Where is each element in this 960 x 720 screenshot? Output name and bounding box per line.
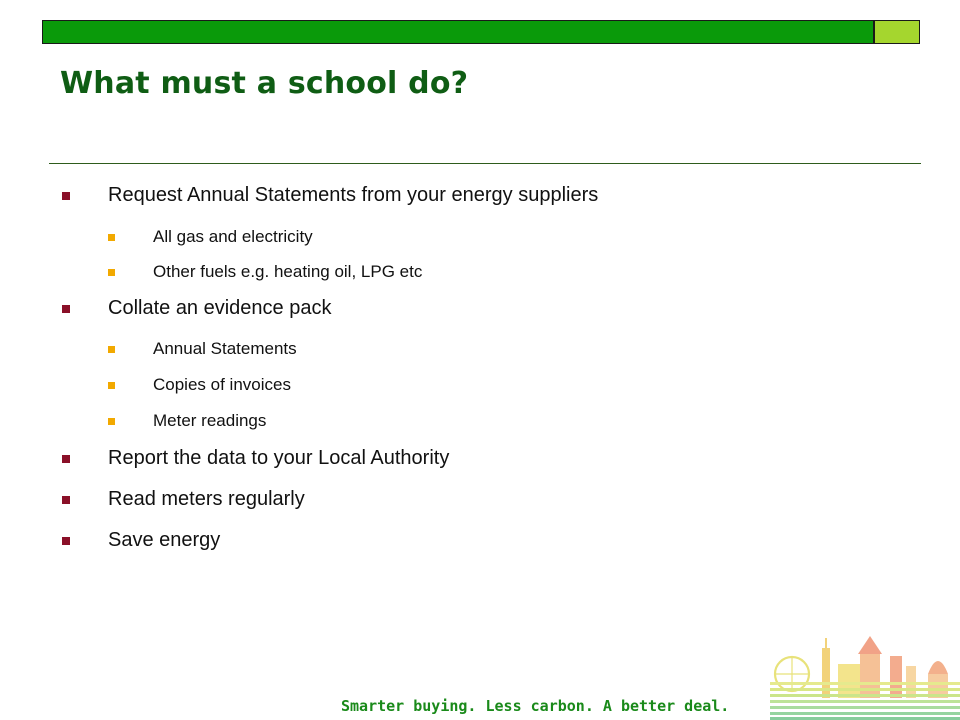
- bullet-save-energy: [62, 529, 220, 552]
- footer-tagline: Smarter buying. Less carbon. A better deal.: [341, 697, 730, 715]
- bullet-text: Report the data to your Local Authority: [108, 447, 450, 469]
- subbullet-text: Copies of invoices: [153, 375, 291, 394]
- subbullet-text: Other fuels e.g. heating oil, LPG etc: [153, 262, 423, 281]
- square-bullet-icon: [108, 234, 115, 241]
- square-bullet-icon: [62, 496, 70, 504]
- subbullet-text: All gas and electricity: [153, 227, 313, 246]
- subbullet-annual-statements: [108, 339, 297, 359]
- subbullet-meter-readings: [108, 411, 266, 431]
- square-bullet-icon: [62, 537, 70, 545]
- bullet-text: Request Annual Statements from your energy suppliers: [108, 184, 599, 206]
- header-bar: [42, 20, 920, 44]
- header-bar-accent: [873, 21, 919, 43]
- square-bullet-icon: [62, 192, 70, 200]
- square-bullet-icon: [108, 346, 115, 353]
- subbullet-invoices: [108, 375, 291, 395]
- subbullet-gas-electricity: [108, 227, 313, 247]
- city-skyline-icon: [770, 626, 960, 720]
- bullet-text: Read meters regularly: [108, 488, 305, 510]
- bullet-text: Collate an evidence pack: [108, 297, 332, 319]
- slide-title: What must a school do?: [60, 66, 469, 101]
- bullet-read-meters: [62, 488, 305, 511]
- bullet-evidence-pack: [62, 297, 331, 320]
- square-bullet-icon: [62, 305, 70, 313]
- bullet-report-data: [62, 447, 449, 470]
- subbullet-other-fuels: [108, 262, 422, 282]
- title-divider: [49, 163, 921, 164]
- bullet-request-statements: [62, 184, 598, 207]
- square-bullet-icon: [108, 382, 115, 389]
- bullet-text: Save energy: [108, 529, 221, 551]
- subbullet-text: Annual Statements: [153, 339, 297, 358]
- square-bullet-icon: [108, 418, 115, 425]
- square-bullet-icon: [62, 455, 70, 463]
- square-bullet-icon: [108, 269, 115, 276]
- subbullet-text: Meter readings: [153, 411, 267, 430]
